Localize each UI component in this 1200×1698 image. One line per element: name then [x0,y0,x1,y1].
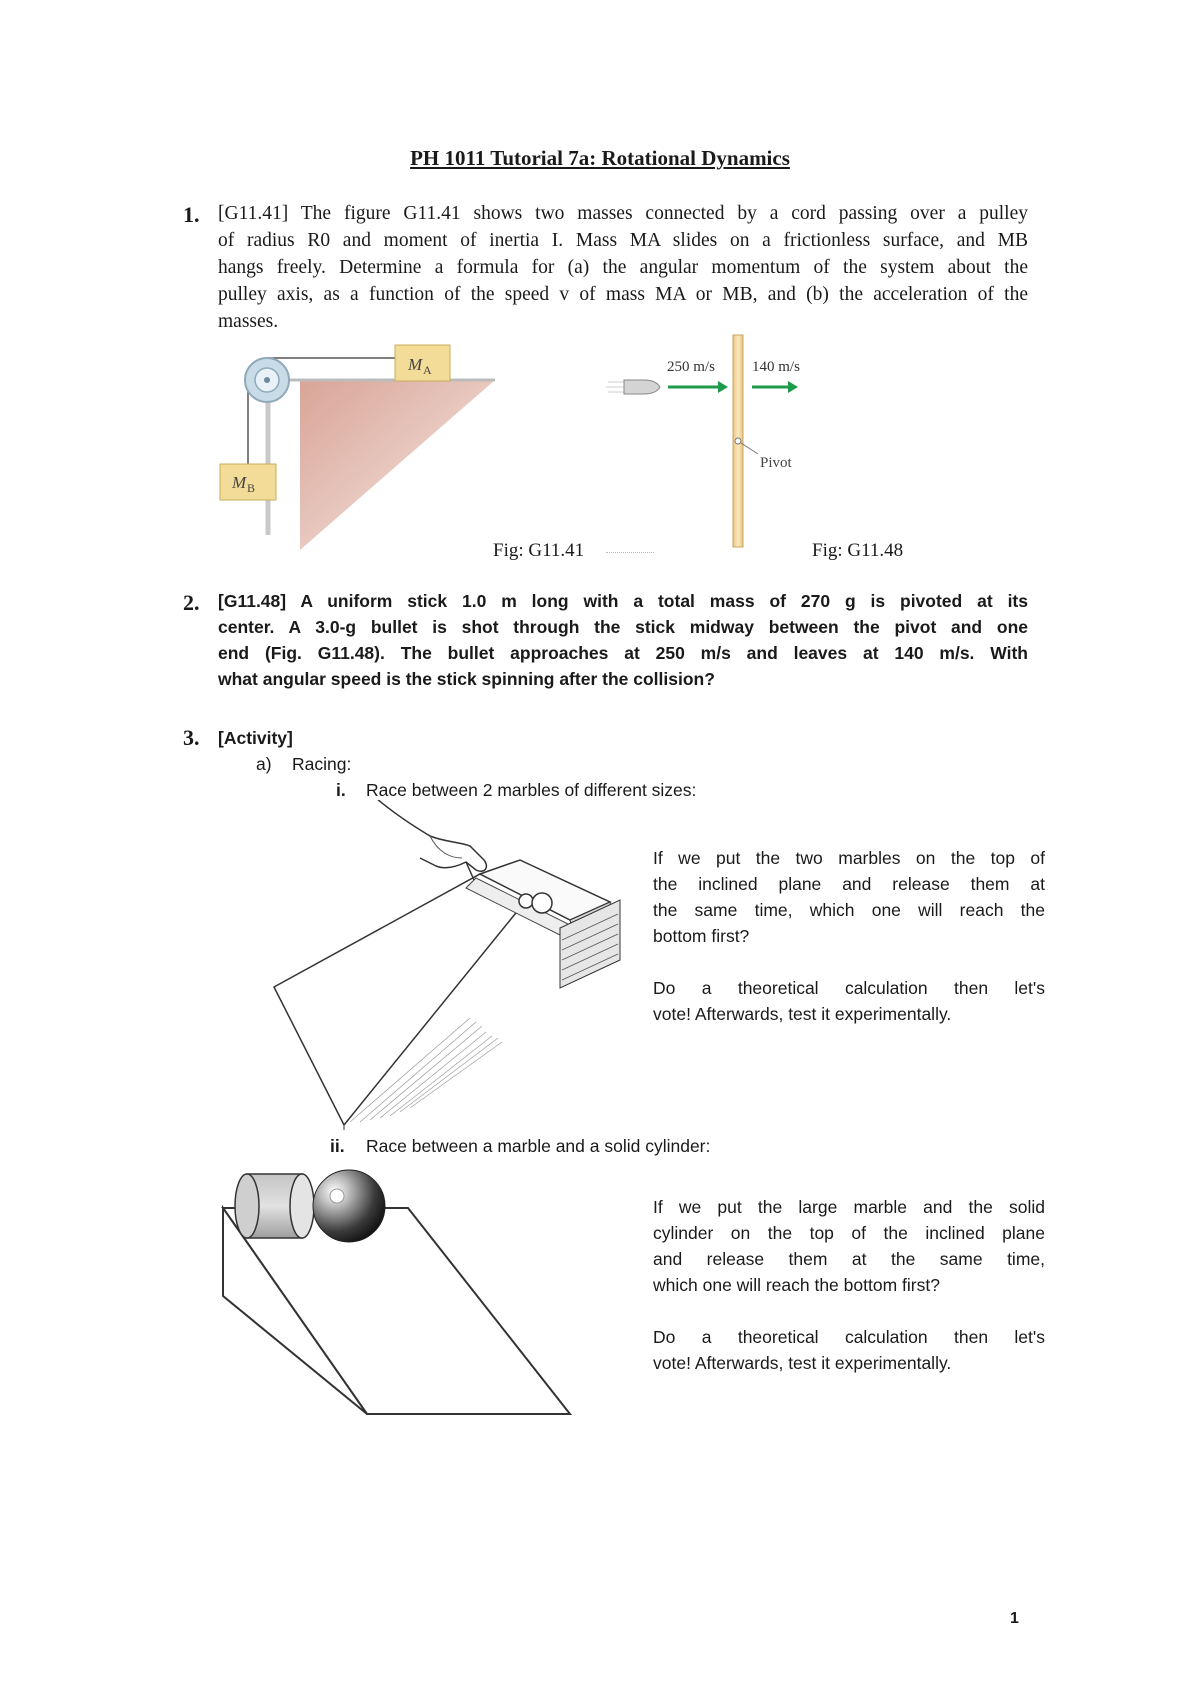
item-ii-description [653,1194,1045,1376]
q2-line-1: [G11.48] A uniform stick 1.0 m long with a total mass of 270 g is pivoted at its [218,591,1028,611]
i-side-line-2: the inclined plane and release them at [653,874,1045,894]
q1-line-1: [G11.41] The figure G11.41 shows two masses connected by a cord passing over a pulley [218,203,1028,224]
large-marble [532,893,552,913]
question-1-number: 1. [183,202,200,227]
question-2-number: 2. [183,590,200,615]
mass-b-sub: B [247,481,256,495]
mass-a-sub: A [423,363,432,377]
hand-icon [376,800,486,871]
q1-line-2: of radius R0 and moment of inertia I. Mass MA slides on a frictionless surface, and MB [218,230,1028,251]
i-side-line-4: bottom first? [653,926,750,946]
figure-g11-41 [210,340,510,555]
question-2-text [218,588,1028,692]
page-title: PH 1011 Tutorial 7a: Rotational Dynamics [410,146,790,170]
incline-wedge [300,380,495,550]
item-ii-label: ii. [330,1136,345,1156]
q1-line-5: masses. [218,311,279,332]
ii-side-line-4: which one will reach the bottom first? [653,1275,940,1295]
small-marble [519,894,533,908]
inclined-plane-marbles-illustration [270,800,640,1130]
i-side-line-3: the same time, which one will reach the [653,900,1045,920]
ii-side2-line-2: vote! Afterwards, test it experimentally. [653,1353,952,1373]
q1-line-4: pulley axis, as a function of the speed v of mass MA or MB, and (b) the acceleration of the [218,284,1028,305]
q2-line-2: center. A 3.0-g bullet is shot through the stick midway between the pivot and one [218,617,1028,637]
page-number: 1 [1010,1610,1019,1627]
ii-side-line-3: and release them at the same time, [653,1249,1045,1269]
item-i-label: i. [336,780,346,800]
speed-in-label: 250 m/s [667,359,715,375]
figure-g11-48 [600,330,830,555]
pivot-label: Pivot [760,455,792,471]
question-1-text [218,200,1028,335]
pivot-point [735,438,741,444]
sub-a-label: a) [256,754,272,774]
question-3-number: 3. [183,725,200,750]
i-side-line-1: If we put the two marbles on the top of [653,848,1045,868]
sub-a-text: Racing: [292,754,352,774]
ii-side-line-1: If we put the large marble and the solid [653,1197,1045,1217]
item-i-description [653,845,1045,1027]
i-side2-line-1: Do a theoretical calculation then let's [653,978,1045,998]
marble-ball [313,1170,385,1242]
i-side2-line-2: vote! Afterwards, test it experimentally. [653,1004,952,1024]
speed-out-label: 140 m/s [752,359,800,375]
mass-b-label: M [232,473,247,492]
ii-side2-line-1: Do a theoretical calculation then let's [653,1327,1045,1347]
q2-line-3: end (Fig. G11.48). The bullet approaches at 250 m/s and leaves at 140 m/s. With [218,643,1028,663]
q1-line-3: hangs freely. Determine a formula for (a) the angular momentum of the system about the [218,257,1028,278]
cylinder-marble-ramp-illustration [215,1160,585,1425]
ii-side-line-2: cylinder on the top of the inclined plane [653,1223,1045,1243]
inclined-board [274,874,528,1125]
item-ii-text: Race between a marble and a solid cylinder: [366,1136,711,1156]
item-i-text: Race between 2 marbles of different sizes: [366,780,697,800]
figure-g11-48-caption: Fig: G11.48 [812,540,904,561]
mass-a-label: M [408,355,423,374]
bullet-icon [624,380,660,394]
figure-g11-41-caption: Fig: G11.41 [493,540,585,561]
q2-line-4: what angular speed is the stick spinning after the collision? [218,669,715,689]
activity-heading: [Activity] [218,728,293,748]
